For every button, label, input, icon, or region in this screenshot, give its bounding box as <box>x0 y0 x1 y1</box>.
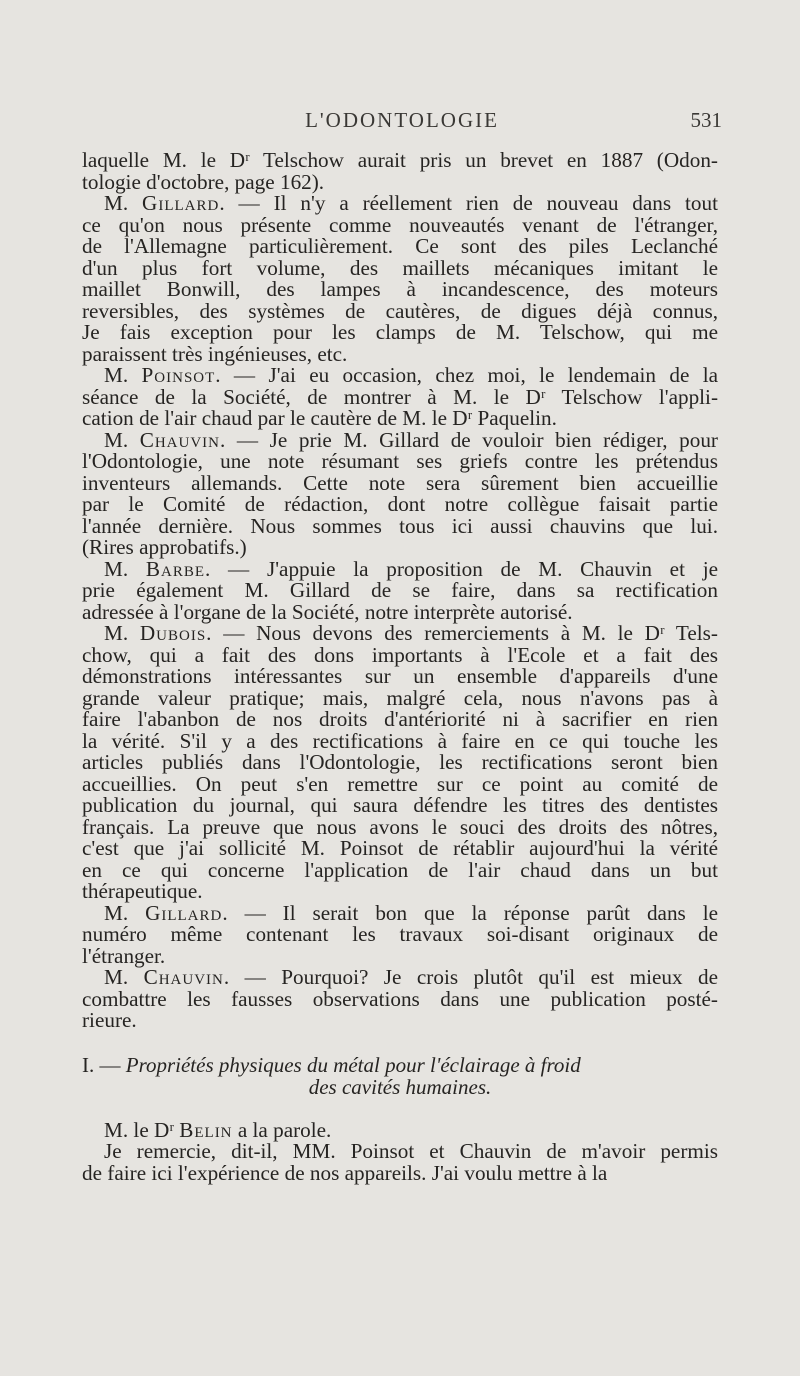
text-line <box>82 1160 718 1185</box>
text-line <box>82 408 718 430</box>
text-line <box>82 986 718 1011</box>
text-line <box>82 365 718 387</box>
speaker-prefix: M. <box>104 427 140 452</box>
text-line <box>82 451 718 473</box>
speaker-name: Gillard <box>145 900 223 925</box>
line-text: . — Nous devons des remerciements à M. le Dʳ Tels- <box>206 621 718 645</box>
text-line <box>82 881 718 903</box>
line-text: . — Je prie M. Gillard de vouloir bien rédiger, pour <box>220 427 718 452</box>
line-text: maillet Bonwill, des lampes à incandescence, des moteurs <box>82 277 718 301</box>
text-line <box>82 1141 718 1163</box>
speaker-prefix: M. <box>104 363 142 387</box>
line-text: c'est que j'ai sollicité M. Poinsot de rétablir aujourd'hui la vérité <box>82 836 718 860</box>
text-line <box>82 967 718 989</box>
line-text: combattre les fausses observations dans une publication posté- <box>82 986 718 1011</box>
section-heading-line-2: des cavités humaines. <box>308 1074 492 1099</box>
line-text: grande valeur pratique; mais, malgré cela, nous n'avons pas à <box>82 685 718 710</box>
text-line <box>82 943 718 968</box>
line-text: d'un plus fort volume, des maillets mécaniques imitant le <box>82 255 718 280</box>
running-title: L'ODONTOLOGIE <box>305 108 499 132</box>
text-line <box>82 838 718 860</box>
line-text: adressée à l'organe de la Société, notre interprète autorisé. <box>82 599 573 624</box>
line-text: prie également M. Gillard de se faire, dans sa rectification <box>82 578 718 602</box>
text-line <box>82 1010 718 1032</box>
speaker-prefix: M. <box>104 965 144 989</box>
text-line <box>82 666 718 688</box>
line-text: reversibles, des systèmes de cautères, de digues déjà connus, <box>82 298 718 323</box>
line-text: articles publiés dans l'Odontologie, les rectifications seront bien <box>82 750 718 774</box>
line-text: l'Odontologie, une note résumant ses griefs contre les prétendus <box>82 449 718 473</box>
text-line <box>82 1117 718 1142</box>
text-line <box>82 537 718 559</box>
section-heading <box>82 1054 718 1098</box>
section-gap-2 <box>82 1098 718 1120</box>
speaker-name: Poinsot <box>141 363 216 387</box>
text-line <box>82 900 719 925</box>
speaker-prefix: M. <box>104 556 146 581</box>
text-line <box>82 795 718 817</box>
speaker-name: Barbe <box>145 556 206 581</box>
speaker-prefix: M. le Dʳ <box>104 1117 180 1142</box>
closing-paragraph-lines <box>82 1117 718 1185</box>
line-text: thérapeutique. <box>82 879 203 903</box>
text-line <box>82 150 718 172</box>
speaker-name: Belin <box>179 1117 233 1142</box>
text-line <box>82 298 718 323</box>
line-text: de l'Allemagne particulièrement. Ce sont des piles Leclanché <box>82 234 718 258</box>
speaker-name: Chauvin <box>139 427 221 452</box>
section-title: Propriétés physiques du métal pour l'éclairage à froid <box>125 1052 581 1077</box>
section-gap <box>82 1032 718 1054</box>
speaker-name: Dubois <box>139 621 207 645</box>
text-line <box>82 857 718 882</box>
text-line <box>82 580 718 602</box>
line-text: accueillies. On peut s'en remettre sur ce point au comité de <box>82 771 718 796</box>
line-text: démonstrations intéressantes sur un ensemble d'appareils d'une <box>82 664 718 688</box>
speaker-name: Chauvin <box>143 965 224 989</box>
line-text: chow, qui a fait des dons importants à l'Ecole et a fait des <box>82 642 718 667</box>
body-text <box>82 150 718 1184</box>
text-line <box>82 322 718 344</box>
section-number: I. — <box>82 1052 121 1077</box>
line-text: (Rires approbatifs.) <box>82 535 247 559</box>
line-text: l'étranger. <box>82 943 166 968</box>
text-line <box>82 771 718 796</box>
text-line <box>82 513 718 538</box>
line-text: paraissent très ingénieuses, etc. <box>82 341 348 366</box>
text-line <box>82 279 718 301</box>
section-heading-line-1 <box>82 1054 718 1076</box>
paragraph-lines <box>82 150 718 1032</box>
text-line <box>82 427 718 452</box>
line-text: Je remercie, dit-il, MM. Poinsot et Chauvin de m'avoir permis <box>104 1139 718 1163</box>
line-text: cation de l'air chaud par le cautère de M. le Dʳ Paquelin. <box>82 406 557 430</box>
line-text: publication du journal, qui saura défendre les titres des dentistes <box>82 793 718 817</box>
line-text: faire l'abanbon de nos droits d'antériorité ni à sacrifier en rien <box>82 707 718 731</box>
line-text: par le Comité de rédaction, dont notre collègue faisait partie <box>82 492 718 516</box>
text-line <box>82 236 718 258</box>
line-text: inventeurs allemands. Cette note sera sûrement bien accueillie <box>82 470 718 495</box>
line-text: tologie d'octobre, page 162). <box>82 169 325 194</box>
line-text: a la parole. <box>232 1117 332 1142</box>
line-text: la vérité. S'il y a des rectifications à faire en ce qui touche les <box>82 728 718 753</box>
text-line <box>82 470 718 495</box>
text-line <box>82 685 718 710</box>
line-text: . — J'appuie la proposition de M. Chauvin et je <box>205 556 718 581</box>
text-line <box>82 169 718 194</box>
text-line <box>82 728 718 753</box>
text-line <box>82 599 718 624</box>
line-text: laquelle M. le Dʳ Telschow aurait pris un brevet en 1887 (Odon- <box>82 148 718 172</box>
speaker-name: Gillard <box>142 191 220 215</box>
running-head <box>82 108 722 138</box>
text-line <box>82 709 718 731</box>
line-text: ce qu'on nous présente comme nouveautés venant de l'étranger, <box>82 212 718 237</box>
line-text: . — Il n'y a réellement rien de nouveau dans tout <box>219 191 718 215</box>
text-line <box>82 623 718 645</box>
text-line <box>82 642 718 667</box>
line-text: de faire ici l'expérience de nos appareils. J'ai voulu mettre à la <box>82 1160 608 1185</box>
text-line <box>82 384 718 409</box>
text-line <box>82 494 718 516</box>
text-line <box>82 924 718 946</box>
text-line <box>82 814 718 839</box>
speaker-prefix: M. <box>104 900 146 925</box>
line-text: séance de la Société, de montrer à M. le Dʳ Telschow l'appli- <box>82 384 718 409</box>
line-text: l'année dernière. Nous sommes tous ici aussi chauvins que lui. <box>82 513 718 538</box>
line-text: numéro même contenant les travaux soi-disant originaux de <box>82 922 718 946</box>
line-text: en ce qui concerne l'application de l'air chaud dans un but <box>82 857 718 882</box>
text-line <box>82 255 718 280</box>
speaker-prefix: M. <box>104 191 143 215</box>
line-text: français. La preuve que nous avons le souci des droits des nôtres, <box>82 814 718 839</box>
line-text: . — J'ai eu occasion, chez moi, le lendemain de la <box>215 363 718 387</box>
line-text: . — Pourquoi? Je crois plutôt qu'il est mieux de <box>223 965 718 989</box>
text-line <box>82 341 718 366</box>
text-line <box>82 193 718 215</box>
line-text: rieure. <box>82 1008 137 1032</box>
page-number: 531 <box>690 108 722 132</box>
speaker-prefix: M. <box>104 621 140 645</box>
text-line <box>82 752 718 774</box>
text-line <box>82 212 718 237</box>
line-text: . — Il serait bon que la réponse parût dans le <box>222 900 719 925</box>
text-line <box>82 556 718 581</box>
line-text: Je fais exception pour les clamps de M. Telschow, qui me <box>82 320 718 344</box>
